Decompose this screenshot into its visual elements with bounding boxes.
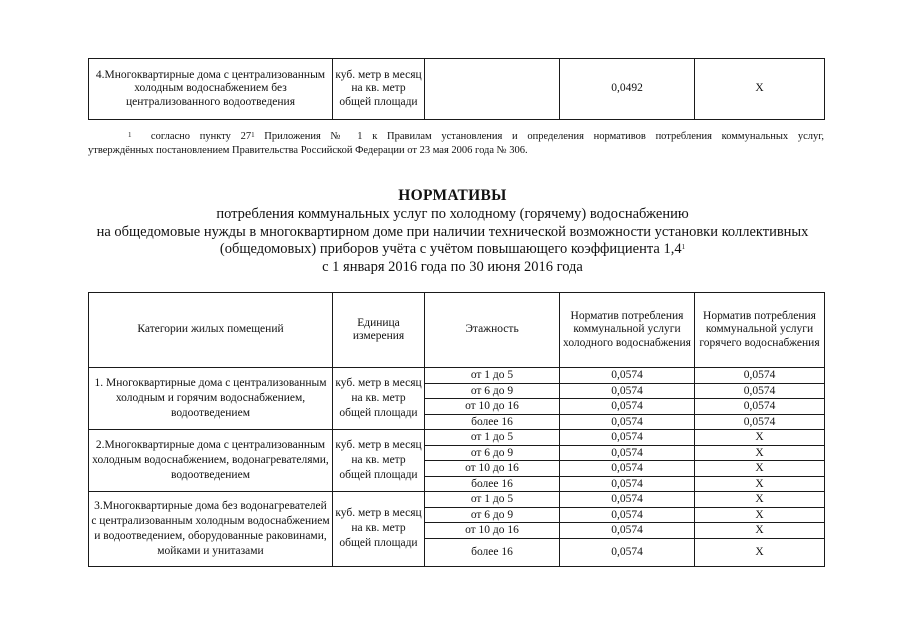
floors-cell: более 16 xyxy=(425,414,560,430)
floors-cell: от 10 до 16 xyxy=(425,523,560,539)
table-row xyxy=(89,430,825,446)
cold-water-cell: 0,0574 xyxy=(560,383,695,399)
cold-water-cell: 0,0574 xyxy=(560,430,695,446)
footnote xyxy=(88,130,824,158)
cold-water-cell: 0,0574 xyxy=(560,507,695,523)
hot-water-cell: X xyxy=(695,507,825,523)
heading-line-4: с 1 января 2016 года по 30 июня 2016 года xyxy=(322,258,583,275)
table-header-row xyxy=(89,293,825,368)
cold-water-cell: 0,0574 xyxy=(560,399,695,415)
floors-cell: более 16 xyxy=(425,538,560,566)
hot-water-cell: 0,0574 xyxy=(695,399,825,415)
floors-cell: от 10 до 16 xyxy=(425,461,560,477)
hot-water-cell: X xyxy=(695,59,825,120)
footnote-mark: 1 xyxy=(128,131,132,139)
unit-cell: куб. метр в месяц на кв. метр общей площади xyxy=(333,59,425,120)
floors-cell: от 6 до 9 xyxy=(425,507,560,523)
cold-water-cell: 0,0574 xyxy=(560,492,695,508)
hot-water-cell: 0,0574 xyxy=(695,368,825,384)
table-row xyxy=(89,368,825,384)
floors-cell: от 10 до 16 xyxy=(425,399,560,415)
header-cold: Норматив потребления коммунальной услуги холодного водоснабжения xyxy=(560,293,695,368)
floors-cell: от 1 до 5 xyxy=(425,368,560,384)
footnote-text-a: согласно пункту 27 xyxy=(150,131,252,142)
document-heading xyxy=(40,186,865,276)
heading-footnote-mark: 1 xyxy=(681,243,686,251)
header-floors: Этажность xyxy=(425,293,560,368)
cold-water-cell: 0,0574 xyxy=(560,476,695,492)
table-row xyxy=(89,492,825,508)
floors-cell xyxy=(425,59,560,120)
header-unit: Единица измерения xyxy=(333,293,425,368)
footnote-mark-2: 1 xyxy=(251,131,255,139)
cold-water-cell: 0,0574 xyxy=(560,461,695,477)
cold-water-cell: 0,0574 xyxy=(560,445,695,461)
heading-line-3: (общедомовых) приборов учёта с учётом повышающего коэффициента 1,4 xyxy=(219,241,682,257)
heading-line-1: потребления коммунальных услуг по холодному (горячему) водоснабжению xyxy=(216,206,689,222)
category-cell: 4.Многоквартирные дома с централизованным холодным водоснабжением без централизованного водоотведения xyxy=(89,59,333,120)
hot-water-cell: X xyxy=(695,430,825,446)
floors-cell: от 1 до 5 xyxy=(425,492,560,508)
table-row xyxy=(89,59,825,120)
header-category: Категории жилых помещений xyxy=(89,293,333,368)
hot-water-cell: X xyxy=(695,492,825,508)
cold-water-cell: 0,0492 xyxy=(560,59,695,120)
hot-water-cell: X xyxy=(695,445,825,461)
norms-table xyxy=(88,292,825,567)
hot-water-cell: X xyxy=(695,461,825,477)
cold-water-cell: 0,0574 xyxy=(560,414,695,430)
footnote-text-b: Приложения № 1 к Правилам установления и определения нормативов потребления коммунальных услуг, xyxy=(264,131,825,142)
floors-cell: от 6 до 9 xyxy=(425,445,560,461)
page-title: НОРМАТИВЫ xyxy=(398,187,507,204)
hot-water-cell: 0,0574 xyxy=(695,383,825,399)
cold-water-cell: 0,0574 xyxy=(560,523,695,539)
hot-water-cell: X xyxy=(695,476,825,492)
unit-cell: куб. метр в месяц на кв. метр общей площади xyxy=(333,492,425,567)
hot-water-cell: 0,0574 xyxy=(695,414,825,430)
unit-cell: куб. метр в месяц на кв. метр общей площади xyxy=(333,430,425,492)
category-cell: 2.Многоквартирные дома с централизованным холодным водоснабжением, водонагревателями, водоотведением xyxy=(89,430,333,492)
continuation-table xyxy=(88,58,825,120)
footnote-text-c: утверждённых постановлением Правительства Российской Федерации от 23 мая 2006 года № 306. xyxy=(88,145,528,156)
cold-water-cell: 0,0574 xyxy=(560,368,695,384)
floors-cell: от 1 до 5 xyxy=(425,430,560,446)
hot-water-cell: X xyxy=(695,538,825,566)
cold-water-cell: 0,0574 xyxy=(560,538,695,566)
heading-line-2: на общедомовые нужды в многоквартирном доме при наличии технической возможности установки коллективных xyxy=(96,223,809,240)
hot-water-cell: X xyxy=(695,523,825,539)
category-cell: 1. Многоквартирные дома с централизованным холодным и горячим водоснабжением, водоотведением xyxy=(89,368,333,430)
header-hot: Норматив потребления коммунальной услуги горячего водоснабжения xyxy=(695,293,825,368)
category-cell: 3.Многоквартирные дома без водонагревателей с централизованным холодным водоснабжением и водоотведением, оборудованные раковинами, мойками и унитазами xyxy=(89,492,333,567)
unit-cell: куб. метр в месяц на кв. метр общей площади xyxy=(333,368,425,430)
floors-cell: более 16 xyxy=(425,476,560,492)
floors-cell: от 6 до 9 xyxy=(425,383,560,399)
